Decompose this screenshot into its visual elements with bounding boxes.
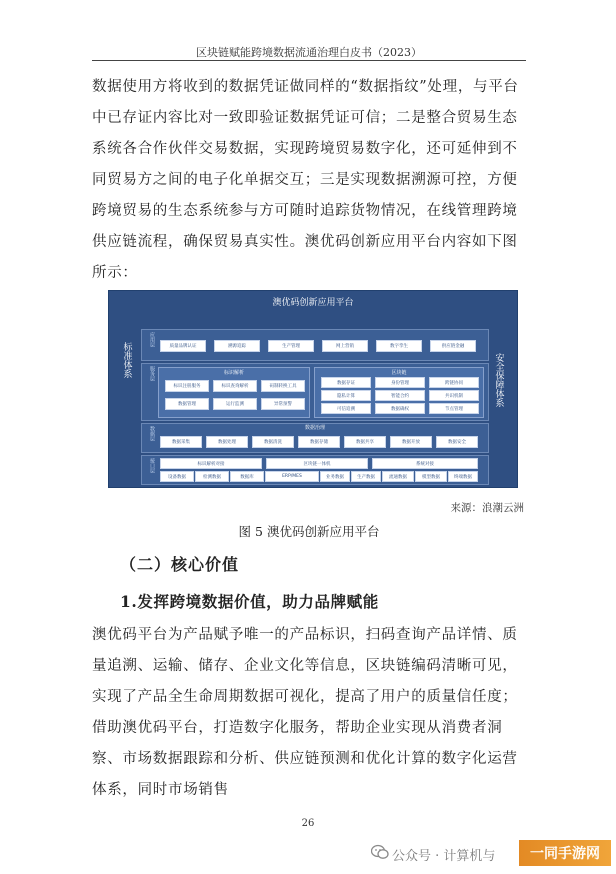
- diagram-chip: 区块链一体机: [266, 458, 368, 469]
- diagram-chip: 网上营销: [322, 340, 368, 352]
- group-title: 区块链: [391, 370, 407, 376]
- diagram-chip: 模型数据: [415, 471, 447, 482]
- diagram-chip: 数据库: [230, 471, 264, 482]
- diagram-chip: 数据确权: [375, 403, 425, 414]
- row-label: 应用层: [149, 332, 155, 347]
- group-identifier-resolution: [158, 367, 310, 418]
- diagram-chip: 标识查询解析: [213, 380, 257, 392]
- diagram-row-application: [141, 329, 489, 361]
- diagram-chip: 流通数据: [382, 471, 414, 482]
- diagram-row-data: [141, 423, 489, 453]
- diagram-chip: 可信追溯: [321, 403, 371, 414]
- diagram-chip: 数据处理: [206, 436, 248, 448]
- diagram-chip: 数据开放: [390, 436, 432, 448]
- diagram-chip: 标识解析对接: [160, 458, 262, 469]
- diagram-chip: 质量品牌认证: [160, 340, 206, 352]
- watermark-text: 公众号 · 计算机与: [392, 849, 496, 864]
- diagram-chip: ERP/MES: [265, 471, 319, 482]
- wechat-icon: [371, 844, 389, 860]
- diagram-chip: 系统对接: [372, 458, 478, 469]
- group-blockchain: [314, 367, 484, 418]
- sub-heading: 1.发挥跨境数据价值，助力品牌赋能: [120, 592, 379, 611]
- diagram-chip: 共识机制: [429, 390, 479, 401]
- diagram-chip: 供应链金融: [430, 340, 476, 352]
- diagram-chip: 运行监测: [213, 398, 257, 410]
- figure-source: 来源：浪潮云洲: [450, 502, 524, 514]
- diagram-chip: 标识注册服务: [165, 380, 209, 392]
- diagram-row-interface: [141, 455, 489, 485]
- diagram-chip: 溯源追踪: [214, 340, 260, 352]
- diagram-chip: 异常预警: [261, 398, 305, 410]
- diagram-chip: 数据存储: [298, 436, 340, 448]
- diagram-left-label: 标准体系: [121, 342, 132, 378]
- diagram-title: 澳优码创新应用平台: [272, 298, 354, 308]
- diagram-chip: 生产管理: [268, 340, 314, 352]
- diagram-chip: 数据管理: [165, 398, 209, 410]
- row-title: 数据治理: [304, 425, 325, 431]
- diagram-chip: 数据安全: [436, 436, 478, 448]
- diagram-chip: 设备数据: [160, 471, 194, 482]
- diagram-chip: 码制转换工具: [261, 380, 305, 392]
- body-paragraph-2: 澳优码平台为产品赋予唯一的产品标识，扫码查询产品详情、质量追溯、运输、储存、企业文化等信息，区块链编码清晰可见，实现了产品全生命周期数据可视化，提高了用户的质量信任度；借助澳优码平台，打造数字化服务，帮助企业实现从消费者洞察、市场数据跟踪和分析、供应链预测和优化计算的数字化运营体系，同时市场销售: [92, 627, 518, 798]
- diagram-chip: 数字孪生: [376, 340, 422, 352]
- diagram-chip: 节点管理: [429, 403, 479, 414]
- diagram-chip: 数据清洗: [252, 436, 294, 448]
- diagram-chip: 生产数据: [351, 471, 381, 482]
- section-heading: （二）核心价值: [120, 555, 240, 574]
- site-badge: 一同手游网: [519, 840, 611, 866]
- page-number: 26: [301, 818, 315, 829]
- platform-diagram: [108, 290, 518, 488]
- diagram-chip: 业务数据: [320, 471, 350, 482]
- header-divider: [92, 60, 526, 61]
- diagram-chip: 数据存证: [321, 377, 371, 388]
- diagram-chip: 终端数据: [448, 471, 478, 482]
- group-title: 标识解析: [223, 370, 244, 376]
- diagram-right-label: 安全保障体系: [493, 353, 504, 407]
- body-paragraph-1: 数据使用方将收到的数据凭证做同样的“数据指纹”处理，与平台中已存证内容比对一致即验证数据凭证可信；二是整合贸易生态系统各合作伙伴交易数据，实现跨境贸易数字化，还可延伸到不同贸易方之间的电子化单据交互；三是实现数据溯源可控，方便跨境贸易的生态系统参与方可随时追踪货物情况，在线管理跨境供应链流程，确保贸易真实性。澳优码创新应用平台内容如下图所示：: [92, 79, 519, 281]
- row-label: 接口层: [149, 458, 155, 473]
- running-header: 区块链赋能跨境数据流通治理白皮书（2023）: [196, 46, 422, 59]
- diagram-row-service: [141, 363, 489, 421]
- diagram-chip: 隐私计算: [321, 390, 371, 401]
- diagram-chip: 数据共享: [344, 436, 386, 448]
- row-label: 服务层: [149, 366, 155, 381]
- row-label: 数据层: [149, 426, 155, 441]
- diagram-chip: 数据采集: [160, 436, 202, 448]
- diagram-chip: 检测数据: [195, 471, 229, 482]
- diagram-chip: 智能合约: [375, 390, 425, 401]
- diagram-chip: 跨链协同: [429, 377, 479, 388]
- diagram-chip: 身份管理: [375, 377, 425, 388]
- figure-caption: 图 5 澳优码创新应用平台: [238, 524, 380, 539]
